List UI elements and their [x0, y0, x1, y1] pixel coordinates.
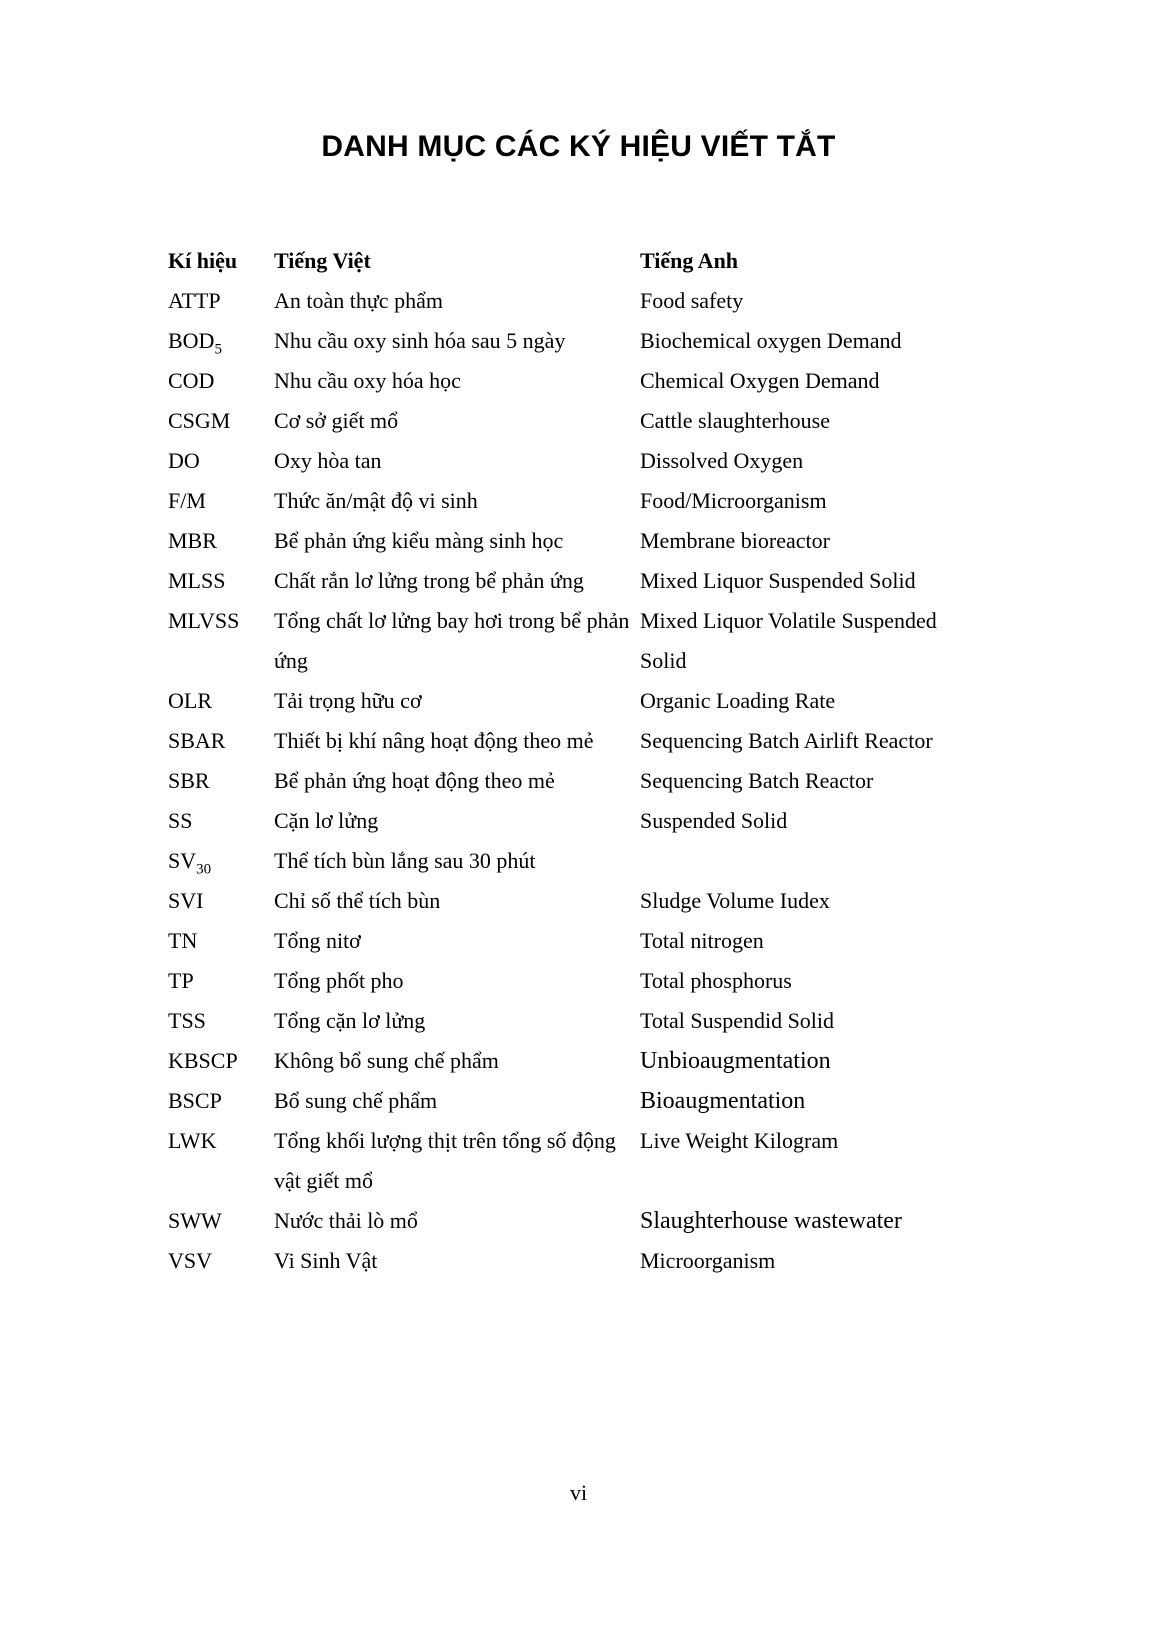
- english-term: Food safety: [640, 288, 744, 313]
- abbreviation-cell: [168, 721, 274, 761]
- vietnamese-term: Không bổ sung chế phẩm: [274, 1048, 499, 1073]
- table-row: [168, 1001, 980, 1041]
- english-term: Unbioaugmentation: [640, 1048, 831, 1074]
- vietnamese-term: Cơ sở giết mổ: [274, 408, 399, 433]
- english-term: Total phosphorus: [640, 968, 792, 993]
- english-term: Sequencing Batch Airlift Reactor: [640, 728, 933, 753]
- page-number: vi: [569, 1480, 588, 1505]
- abbreviation-text: TN: [168, 928, 198, 953]
- abbreviation-text: OLR: [168, 688, 212, 713]
- abbreviation-subscript: 30: [196, 861, 212, 878]
- vietnamese-term: Tổng nitơ: [274, 928, 361, 953]
- abbreviation-cell: [168, 401, 274, 441]
- english-term: Live Weight Kilogram: [640, 1128, 839, 1153]
- abbreviation-cell: [168, 921, 274, 961]
- vietnamese-term: Cặn lơ lửng: [274, 808, 379, 833]
- english-term: Cattle slaughterhouse: [640, 408, 831, 433]
- table-row: [168, 841, 980, 881]
- table-row: [168, 721, 980, 761]
- english-term: Suspended Solid: [640, 808, 788, 833]
- table-body: [168, 281, 980, 1281]
- vietnamese-term: Bể phản ứng kiểu màng sinh học: [274, 528, 564, 553]
- abbreviation-cell: [168, 441, 274, 481]
- abbreviation-text: BSCP: [168, 1088, 222, 1113]
- abbreviation-cell: [168, 681, 274, 721]
- abbreviation-table: [168, 241, 980, 1281]
- abbreviation-cell: [168, 1201, 274, 1241]
- abbreviation-cell: [168, 1121, 274, 1201]
- abbreviation-text: ATTP: [168, 288, 221, 313]
- english-term: Membrane bioreactor: [640, 528, 830, 553]
- vietnamese-term: Bổ sung chế phẩm: [274, 1088, 438, 1113]
- table-row: [168, 361, 980, 401]
- abbreviation-text: TSS: [168, 1008, 206, 1033]
- table-row: [168, 1041, 980, 1081]
- vietnamese-term: Chất rắn lơ lửng trong bể phản ứng: [274, 568, 584, 593]
- abbreviation-text: KBSCP: [168, 1048, 238, 1073]
- table-row: [168, 481, 980, 521]
- table-row: [168, 561, 980, 601]
- abbreviation-cell: [168, 961, 274, 1001]
- table-row: [168, 321, 980, 361]
- english-term: [640, 841, 980, 881]
- table-row: [168, 761, 980, 801]
- table-row: [168, 1241, 980, 1281]
- vietnamese-term: Chỉ số thể tích bùn: [274, 888, 441, 913]
- english-term: Mixed Liquor Suspended Solid: [640, 568, 916, 593]
- vietnamese-term: Tổng chất lơ lửng bay hơi trong bể phản ứng: [274, 608, 630, 673]
- vietnamese-term: Bể phản ứng hoạt động theo mẻ: [274, 768, 555, 793]
- abbreviation-cell: [168, 841, 274, 881]
- abbreviation-text: MLVSS: [168, 608, 240, 633]
- english-term: Dissolved Oxygen: [640, 448, 804, 473]
- table-row: [168, 681, 980, 721]
- table-row: [168, 521, 980, 561]
- english-term: Organic Loading Rate: [640, 688, 836, 713]
- abbreviation-text: MBR: [168, 528, 217, 553]
- abbreviation-cell: [168, 1001, 274, 1041]
- abbreviation-text: VSV: [168, 1248, 213, 1273]
- vietnamese-term: Tải trọng hữu cơ: [274, 688, 422, 713]
- table-row: [168, 1121, 980, 1201]
- abbreviation-text: SBAR: [168, 728, 226, 753]
- abbreviation-cell: [168, 321, 274, 361]
- abbreviation-text: DO: [168, 448, 200, 473]
- english-term: Chemical Oxygen Demand: [640, 368, 880, 393]
- english-term: Bioaugmentation: [640, 1088, 806, 1114]
- vietnamese-term: Thiết bị khí nâng hoạt động theo mẻ: [274, 728, 594, 753]
- abbreviation-text: TP: [168, 968, 194, 993]
- table-row: [168, 921, 980, 961]
- vietnamese-term: Nước thải lò mổ: [274, 1208, 418, 1233]
- vietnamese-term: Tổng cặn lơ lửng: [274, 1008, 426, 1033]
- abbreviation-text: SV: [168, 848, 197, 873]
- table-row: [168, 1081, 980, 1121]
- english-term: Slaughterhouse wastewater: [640, 1208, 902, 1234]
- page-title: DANH MỤC CÁC KÝ HIỆU VIẾT TẮT: [321, 130, 836, 163]
- table-row: [168, 441, 980, 481]
- table-row: [168, 401, 980, 441]
- abbreviation-cell: [168, 1081, 274, 1121]
- abbreviation-text: SS: [168, 808, 193, 833]
- abbreviation-cell: [168, 761, 274, 801]
- abbreviation-text: CSGM: [168, 408, 231, 433]
- abbreviation-text: LWK: [168, 1128, 217, 1153]
- abbreviation-cell: [168, 601, 274, 681]
- header-vietnamese: Tiếng Việt: [274, 248, 371, 273]
- table-row: [168, 801, 980, 841]
- abbreviation-cell: [168, 881, 274, 921]
- table-row: [168, 961, 980, 1001]
- vietnamese-term: Vi Sinh Vật: [274, 1248, 378, 1273]
- english-term: Mixed Liquor Volatile Suspended Solid: [640, 608, 937, 673]
- table-row: [168, 281, 980, 321]
- english-term: Food/Microorganism: [640, 488, 827, 513]
- abbreviation-cell: [168, 361, 274, 401]
- table-row: [168, 1201, 980, 1241]
- table-header-row: [168, 241, 980, 281]
- abbreviation-text: SWW: [168, 1208, 222, 1233]
- vietnamese-term: Tổng phốt pho: [274, 968, 404, 993]
- abbreviation-cell: [168, 1241, 274, 1281]
- abbreviation-text: BOD: [168, 328, 215, 353]
- abbreviation-cell: [168, 801, 274, 841]
- vietnamese-term: Tổng khối lượng thịt trên tổng số động vật giết mổ: [274, 1128, 616, 1193]
- vietnamese-term: Oxy hòa tan: [274, 448, 382, 473]
- abbreviation-cell: [168, 521, 274, 561]
- vietnamese-term: Nhu cầu oxy sinh hóa sau 5 ngày: [274, 328, 566, 353]
- header-abbreviation: Kí hiệu: [168, 248, 238, 273]
- abbreviation-cell: [168, 481, 274, 521]
- abbreviation-text: SBR: [168, 768, 210, 793]
- abbreviation-subscript: 5: [214, 341, 222, 358]
- abbreviation-cell: [168, 1041, 274, 1081]
- english-term: Microorganism: [640, 1248, 776, 1273]
- vietnamese-term: Nhu cầu oxy hóa học: [274, 368, 461, 393]
- english-term: Total nitrogen: [640, 928, 764, 953]
- vietnamese-term: An toàn thực phẩm: [274, 288, 443, 313]
- table-row: [168, 601, 980, 681]
- vietnamese-term: Thức ăn/mật độ vi sinh: [274, 488, 478, 513]
- english-term: Biochemical oxygen Demand: [640, 328, 902, 353]
- table-row: [168, 881, 980, 921]
- english-term: Sludge Volume Iudex: [640, 888, 830, 913]
- abbreviation-text: COD: [168, 368, 215, 393]
- abbreviation-text: MLSS: [168, 568, 226, 593]
- header-english: Tiếng Anh: [640, 248, 739, 273]
- abbreviation-text: SVI: [168, 888, 204, 913]
- abbreviation-cell: [168, 281, 274, 321]
- abbreviation-text: F/M: [168, 488, 206, 513]
- abbreviation-cell: [168, 561, 274, 601]
- english-term: Sequencing Batch Reactor: [640, 768, 874, 793]
- vietnamese-term: Thể tích bùn lắng sau 30 phút: [274, 848, 536, 873]
- english-term: Total Suspendid Solid: [640, 1008, 835, 1033]
